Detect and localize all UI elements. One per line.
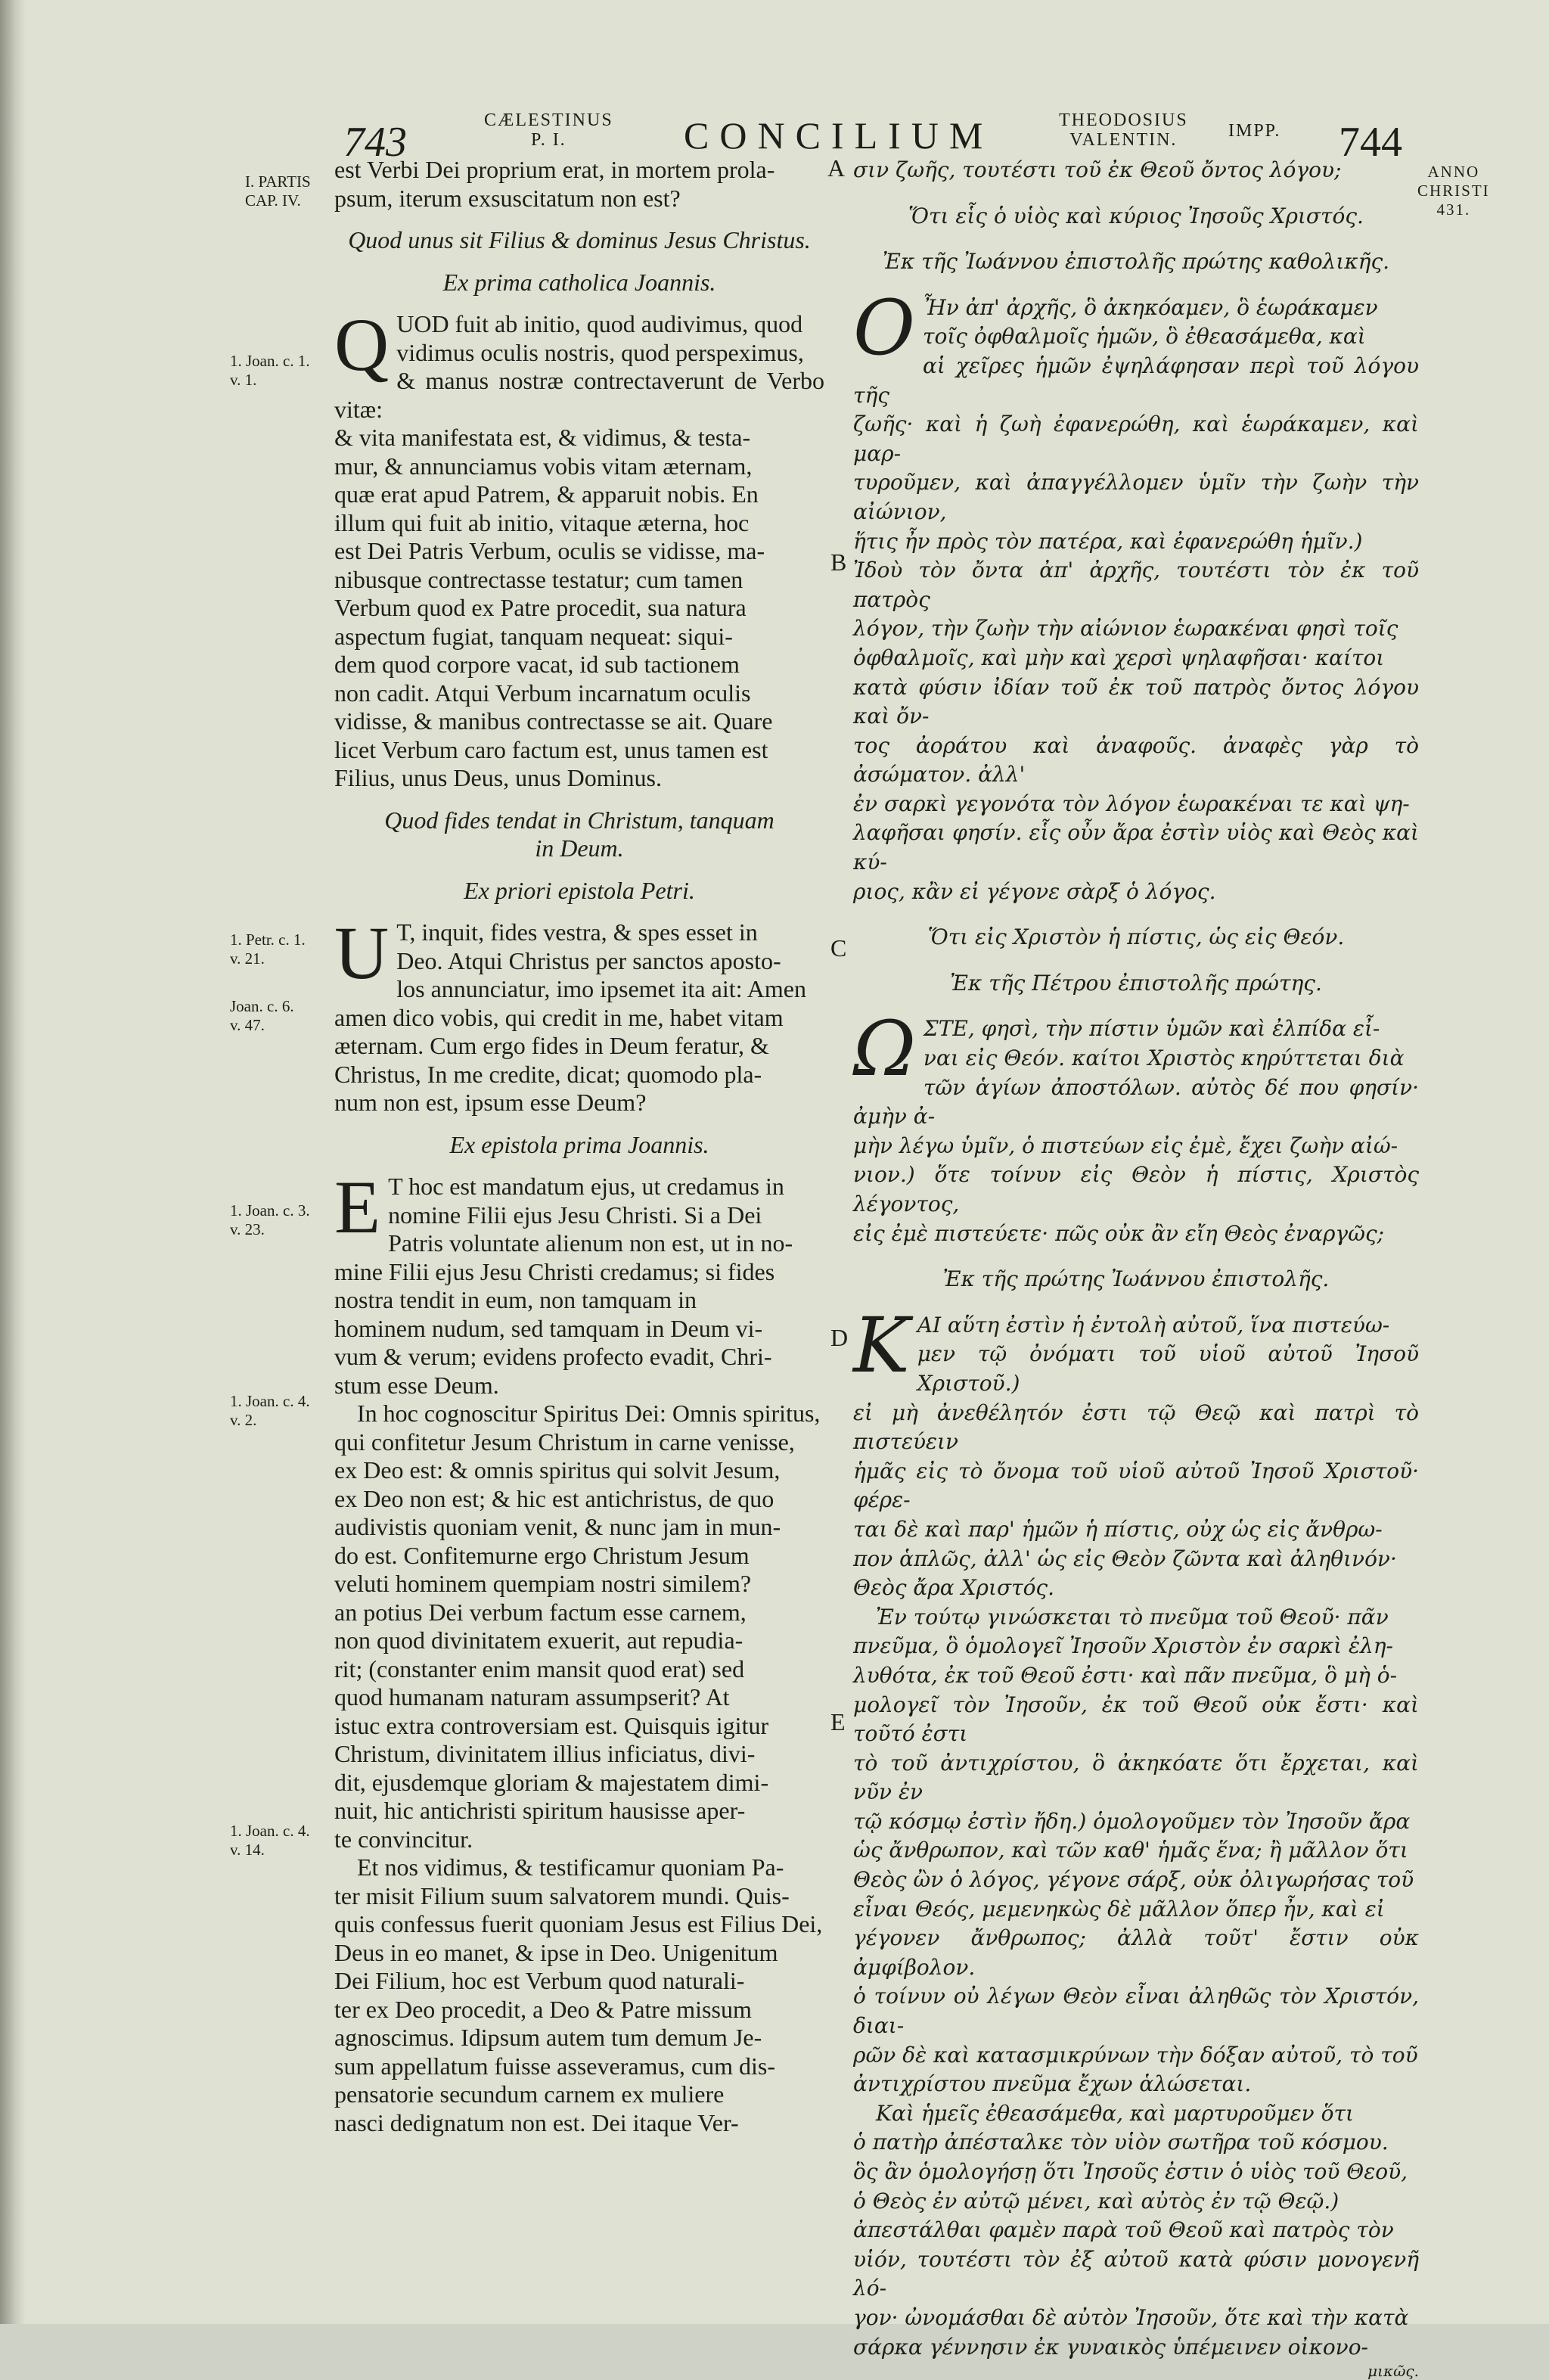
text-line: dem quod corpore vacat, id sub tactionem [334, 651, 740, 678]
text-line: Verbum quod ex Patre procedit, sua natura [334, 594, 747, 621]
text-line: ὡς ἄνθρωπον, καὶ τῶν καθ' ἡμᾶς ἕνα; ἢ μᾶλλον ὅτι [853, 1838, 1408, 1863]
text-line: num non est, ipsum esse Deum? [334, 1089, 647, 1116]
text-line: αἱ χεῖρες ἡμῶν ἐψηλάφησαν περὶ τοῦ λόγου τῆς [853, 353, 1419, 408]
book-page [26, 0, 1549, 2380]
text-line: aspectum fugiat, tanquam nequeat: siqui- [334, 622, 733, 650]
greek-column [853, 156, 1419, 2380]
text-line: & manus nostræ contrectaverunt de Verbo vitæ: [334, 367, 824, 423]
text-line: vidisse, & manibus contrectasse se ait. Quare [334, 707, 773, 735]
latin-heading-2 [334, 806, 824, 863]
text-line: Ἐν τούτῳ γινώσκεται τὸ πνεῦμα τοῦ Θεοῦ· πᾶν [876, 1604, 1389, 1630]
drop-capital: E [334, 1165, 381, 1249]
text-line: rit; (constanter enim mansit quod erat) sed [334, 1655, 745, 1682]
left-running-title: CÆLESTINUS P. I. [484, 110, 613, 150]
text-line: los annunciatur, imo ipsemet ita ait: Amen [396, 975, 806, 1002]
text-line: ριος, κἂν εἰ γέγονε σὰρξ ὁ λόγος. [853, 878, 1216, 904]
right-running-title: THEODOSIUS VALENTIN. [1059, 110, 1188, 150]
text-line: æternam. Cum ergo fides in Deum feratur, & [334, 1032, 769, 1059]
drop-capital: U [334, 911, 390, 995]
text-line: T hoc est mandatum ejus, ut credamus in [388, 1173, 784, 1200]
text-line: amen dico vobis, qui credit in me, habet vitam [334, 1003, 784, 1031]
greek-heading-1: Ὅτι εἷς ὁ υἱὸς καὶ κύριος Ἰησοῦς Χριστός. [908, 203, 1364, 228]
text-line: est Verbi Dei proprium erat, in mortem prola- [334, 156, 775, 183]
text-line: veluti hominem quempiam nostri similem? [334, 1570, 752, 1597]
text-line: ter ex Deo procedit, a Deo & Patre missum [334, 1995, 752, 2023]
greek-paragraph-3 [853, 1300, 1419, 1603]
text-line: ὃς ἂν ὁμολογήσῃ ὅτι Ἰησοῦς ἐστιν ὁ υἱὸς τοῦ Θεοῦ, [853, 2159, 1408, 2184]
text-line: Ἦν ἀπ' ἀρχῆς, ὃ ἀκηκόαμεν, ὃ ἑωράκαμεν [922, 294, 1378, 320]
text-line: σάρκα γέννησιν ἐκ γυναικὸς ὑπέμεινεν οἰκονο- [853, 2334, 1369, 2360]
text-line: λαφῆσαι φησίν. εἷς οὖν ἄρα ἐστὶν υἱὸς καὶ Θεὸς καὶ κύ- [853, 820, 1419, 875]
margin-ref-6: 1. Joan. c. 4. v. 14. [230, 1822, 310, 1859]
text-line: Deo. Atqui Christus per sanctos aposto- [396, 946, 781, 974]
text-line: εἰ μὴ ἀνεθέλητόν ἐστι τῷ Θεῷ καὶ πατρὶ τὸ πιστεύειν [853, 1400, 1419, 1455]
section-letter-d: D [830, 1324, 849, 1351]
margin-ref-3: Joan. c. 6. v. 47. [230, 997, 294, 1034]
text-line: ναι εἰς Θεόν. καίτοι Χριστὸς κηρύττεται διὰ [923, 1046, 1405, 1071]
text-line: ex Deo est: & omnis spiritus qui solvit Jesum, [334, 1456, 781, 1484]
latin-subheading-2: Ex priori epistola Petri. [464, 876, 695, 904]
text-line: τυροῦμεν, καὶ ἀπαγγέλλομεν ὑμῖν τὴν ζωὴν τὴν αἰώνιον, [853, 470, 1419, 524]
text-line: Θεὸς ἄρα Χριστός. [853, 1575, 1055, 1601]
text-line: υἱόν, τουτέστι τὸν ἐξ αὐτοῦ κατὰ φύσιν μονογενῆ λό- [853, 2246, 1419, 2301]
text-line: te convincitur. [334, 1825, 473, 1853]
text-line: ἥτις ἦν πρὸς τὸν πατέρα, καὶ ἐφανερώθη ἡμῖν.) [853, 528, 1363, 554]
text-line: non cadit. Atqui Verbum incarnatum oculis [334, 679, 751, 707]
text-line: κατὰ φύσιν ἰδίαν τοῦ ἐκ τοῦ πατρὸς ὄντος λόγου καὶ ὄν- [853, 674, 1419, 729]
margin-ref-1: 1. Joan. c. 1. v. 1. [230, 352, 310, 389]
drop-capital: Ω [853, 1005, 916, 1094]
text-line: ΑΙ αὕτη ἐστὶν ἡ ἐντολὴ αὐτοῦ, ἵνα πιστεύω- [917, 1312, 1390, 1338]
greek-paragraph-5 [853, 2099, 1419, 2362]
text-line: Καὶ ἡμεῖς ἐθεασάμεθα, καὶ μαρτυροῦμεν ὅτι [876, 2100, 1354, 2126]
text-line: Christus, In me credite, dicat; quomodo pla- [334, 1060, 762, 1088]
left-page-number: 743 [343, 119, 407, 166]
anno-christi-label: ANNO CHRISTI 431. [1417, 163, 1490, 219]
text-line: μὴν λέγω ὑμῖν, ὁ πιστεύων εἰς ἐμὲ, ἔχει ζωὴν αἰώ- [853, 1133, 1398, 1158]
text-line: licet Verbum caro factum est, unus tamen est [334, 735, 768, 763]
text-line: Patris voluntate alienum non est, ut in no- [388, 1229, 793, 1257]
drop-capital: Κ [853, 1300, 910, 1390]
text-line: τῶν ἁγίων ἀποστόλων. αὐτὸς δέ που φησίν· ἀμὴν ἀ- [853, 1074, 1419, 1129]
text-line: nuit, hic antichristi spiritum hausisse aper- [334, 1797, 746, 1824]
text-line: λόγον, τὴν ζωὴν τὴν αἰώνιον ἑωρακέναι φησὶ τοῖς [853, 616, 1398, 642]
greek-paragraph-4 [853, 1603, 1419, 2099]
right-label: IMPP. [1228, 121, 1281, 141]
text-line: ὁ Θεὸς ἐν αὐτῷ μένει, καὶ αὐτὸς ἐν τῷ Θεῷ.) [853, 2188, 1339, 2214]
text-line: πνεῦμα, ὃ ὁμολογεῖ Ἰησοῦν Χριστὸν ἐν σαρκὶ ἐλη- [853, 1633, 1393, 1659]
text-line: nomine Filii ejus Jesu Christi. Si a Dei [388, 1201, 762, 1229]
text-line: stum esse Deum. [334, 1371, 499, 1399]
margin-ref-2: 1. Petr. c. 1. v. 21. [230, 931, 306, 968]
latin-intro [334, 156, 824, 213]
catchword: μικῶς. [1367, 2362, 1419, 2380]
text-line: mine Filii ejus Jesu Christi credamus; si fides [334, 1257, 775, 1285]
text-line: Quod fides tendat in Christum, tanquam [384, 806, 774, 834]
text-line: agnoscimus. Idipsum autem tum demum Je- [334, 2024, 762, 2051]
greek-heading-3: Ἐκ τῆς πρώτης Ἰωάννου ἐπιστολῆς. [942, 1266, 1330, 1292]
margin-ref-5: 1. Joan. c. 4. v. 2. [230, 1392, 310, 1429]
text-line: nostra tendit in eum, non tamquam in [334, 1286, 697, 1313]
text-line: ter misit Filium suum salvatorem mundi. Quis- [334, 1881, 790, 1909]
text-line: μεν τῷ ὀνόματι τοῦ υἱοῦ αὐτοῦ Ἰησοῦ Χριστοῦ.) [917, 1341, 1419, 1396]
latin-paragraph-4 [334, 1400, 824, 1853]
text-line: quod humanam naturam assumpserit? At [334, 1683, 730, 1710]
text-line: τῷ κόσμῳ ἐστὶν ἤδη.) ὁμολογοῦμεν τὸν Ἰησοῦν ἄρα [853, 1808, 1411, 1834]
text-line: ΣΤΕ, φησὶ, τὴν πίστιν ὑμῶν καὶ ἐλπίδα εἶ- [923, 1016, 1380, 1042]
text-line: Deus in eo manet, & ipse in Deo. Unigenitum [334, 1938, 778, 1966]
text-line: T, inquit, fides vestra, & spes esset in [396, 918, 758, 946]
greek-subheading-2: Ἐκ τῆς Πέτρου ἐπιστολῆς πρώτης. [950, 970, 1322, 996]
text-line: ὁ τοίνυν οὐ λέγων Θεὸν εἶναι ἀληθῶς τὸν Χριστόν, διαι- [853, 1984, 1419, 2039]
text-line: hominem nudum, sed tamquam in Deum vi- [334, 1314, 763, 1342]
text-line: εἰς ἐμὲ πιστεύετε· πῶς οὐκ ἂν εἴη Θεὸς ἐναργῶς; [853, 1220, 1385, 1246]
text-line: νιον.) ὅτε τοίνυν εἰς Θεὸν ἡ πίστις, Χριστὸς λέγοντος, [853, 1162, 1419, 1216]
text-line: UOD fuit ab initio, quod audivimus, quod [396, 310, 803, 337]
margin-ref-4: 1. Joan. c. 3. v. 23. [230, 1201, 310, 1238]
text-line: vidimus oculis nostris, quod perspeximus, [396, 338, 804, 366]
text-line: ἐν σαρκὶ γεγονότα τὸν λόγον ἑωρακέναι τε καὶ ψη- [853, 791, 1410, 816]
text-line: λυθότα, ἐκ τοῦ Θεοῦ ἐστι· καὶ πᾶν πνεῦμα, ὃ μὴ ὁ- [853, 1662, 1398, 1688]
text-line: ἡμᾶς εἰς τὸ ὄνομα τοῦ υἱοῦ αὐτοῦ Ἰησοῦ Χριστοῦ· φέρε- [853, 1458, 1419, 1513]
section-letter-e: E [830, 1708, 846, 1735]
latin-subheading-1: Ex prima catholica Joannis. [442, 268, 716, 296]
text-line: ται δὲ καὶ παρ' ἡμῶν ἡ πίστις, οὐχ ὡς εἰς ἄνθρω- [853, 1516, 1383, 1542]
text-line: illum qui fuit ab initio, vitaque æterna, hoc [334, 508, 750, 536]
text-line: & vita manifestata est, & vidimus, & testa- [334, 424, 751, 451]
part-chapter-note: I. PARTIS CAP. IV. [245, 172, 311, 210]
text-line: τος ἀοράτου καὶ ἀναφοῦς. ἀναφὲς γὰρ τὸ ἀσώματον. ἀλλ' [853, 732, 1419, 788]
text-line: ὀφθαλμοῖς, καὶ μὴν καὶ χερσὶ ψηλαφῆσαι· καίτοι [853, 645, 1385, 670]
section-letter-b: B [830, 548, 847, 576]
text-line: an potius Dei verbum factum esse carnem, [334, 1598, 747, 1626]
text-line: Et nos vidimus, & testificamur quoniam Pa- [357, 1853, 784, 1881]
text-line: do est. Confitemurne ergo Christum Jesum [334, 1541, 750, 1569]
text-line: ἀντιχρίστου πνεῦμα ἔχων ἁλώσεται. [853, 2071, 1252, 2097]
text-line: istuc extra controversiam est. Quisquis igitur [334, 1711, 769, 1739]
text-line: ζωῆς· καὶ ἡ ζωὴ ἐφανερώθη, καὶ ἑωράκαμεν, καὶ μαρ- [853, 412, 1419, 466]
text-line: πον ἁπλῶς, ἀλλ' ὡς εἰς Θεὸν ζῶντα καὶ ἀληθινόν· [853, 1546, 1397, 1571]
text-line: Christum, divinitatem illius inficiatus, divi- [334, 1740, 756, 1767]
text-line: quis confessus fuerit quoniam Jesus est Filius Dei, [334, 1910, 823, 1937]
text-line: mur, & annunciamus vobis vitam æternam, [334, 452, 753, 480]
text-line: εἶναι Θεός, μεμενηκὼς δὲ μᾶλλον ὅπερ ἦν, καὶ εἰ [853, 1896, 1385, 1922]
latin-paragraph-1 [334, 303, 824, 793]
text-line: τοῖς ὀφθαλμοῖς ἡμῶν, ὃ ἐθεασάμεθα, καὶ [922, 324, 1366, 350]
right-page-number: 744 [1339, 119, 1402, 166]
text-line: audivistis quoniam venit, & nunc jam in mun- [334, 1513, 781, 1540]
text-line: τὸ τοῦ ἀντιχρίστου, ὃ ἀκηκόατε ὅτι ἔρχεται, καὶ νῦν ἐν [853, 1750, 1419, 1805]
text-line: ex Deo non est; & hic est antichristus, de quo [334, 1484, 774, 1512]
text-line: γον· ὠνομάσθαι δὲ αὐτὸν Ἰησοῦν, ὅτε καὶ τὴν κατὰ [853, 2304, 1409, 2330]
text-line: qui confitetur Jesum Christum in carne venisse, [334, 1428, 795, 1456]
greek-subheading-1: Ἐκ τῆς Ἰωάννου ἐπιστολῆς πρώτης καθολικῆς. [882, 249, 1390, 275]
text-line: vum & verum; evidens profecto evadit, Chri- [334, 1343, 772, 1370]
text-line: μολογεῖ τὸν Ἰησοῦν, ἐκ τοῦ Θεοῦ οὐκ ἔστι· καὶ τοῦτό ἐστι [853, 1692, 1419, 1747]
text-line: quæ erat apud Patrem, & apparuit nobis. En [334, 480, 759, 508]
text-line: dit, ejusdemque gloriam & majestatem dimi- [334, 1768, 769, 1796]
latin-paragraph-3 [334, 1165, 824, 1400]
text-line: Filius, unus Deus, unus Dominus. [334, 764, 662, 791]
latin-paragraph-5 [334, 1853, 824, 2137]
latin-heading-3: Ex epistola prima Joannis. [449, 1130, 709, 1158]
greek-paragraph-1 [853, 283, 1419, 906]
center-title: CONCILIUM [684, 114, 994, 157]
text-line: Ἰδοὺ τὸν ὄντα ἀπ' ἀρχῆς, τουτέστι τὸν ἐκ τοῦ πατρὸς [853, 558, 1419, 612]
section-letter-c: C [830, 934, 847, 962]
text-line: ἀπεστάλθαι φαμὲν παρὰ τοῦ Θεοῦ καὶ πατρὸς τὸν [853, 2217, 1394, 2243]
text-line: ὁ πατὴρ ἀπέσταλκε τὸν υἱὸν σωτῆρα τοῦ κόσμου. [853, 2130, 1389, 2155]
section-letter-a: A [827, 154, 846, 182]
text-line: est Dei Patris Verbum, oculis se vidisse, ma- [334, 537, 765, 564]
text-line: in Deum. [535, 834, 624, 862]
text-line: sum appellatum fuisse asseveramus, cum dis- [334, 2052, 775, 2080]
latin-paragraph-2 [334, 911, 824, 1117]
latin-heading-1: Quod unus sit Filius & dominus Jesus Christus. [348, 226, 811, 253]
text-line: Dei Filium, hoc est Verbum quod naturali- [334, 1967, 745, 1994]
text-line: γέγονεν ἄνθρωπος; ἀλλὰ τοῦτ' ἔστιν οὐκ ἀμφίβολον. [853, 1925, 1419, 1980]
drop-capital: Q [334, 303, 390, 387]
text-line: psum, iterum exsuscitatum non est? [334, 184, 681, 212]
text-line: ρῶν δὲ καὶ κατασμικρύνων τὴν δόξαν αὐτοῦ, τὸ τοῦ [853, 2042, 1418, 2068]
text-line: In hoc cognoscitur Spiritus Dei: Omnis spiritus, [357, 1400, 821, 1427]
text-line: pensatorie secundum carnem ex muliere [334, 2080, 725, 2108]
text-line: non quod divinitatem exuerit, aut repudia- [334, 1627, 743, 1654]
book-spine [0, 0, 26, 2324]
text-line: Θεὸς ὢν ὁ λόγος, γέγονε σάρξ, οὐκ ὀλιγωρήσας τοῦ [853, 1867, 1414, 1893]
greek-paragraph-2 [853, 1005, 1419, 1248]
text-line: nibusque contrectasse testatur; cum tamen [334, 565, 743, 593]
greek-intro: σιν ζωῆς, τουτέστι τοῦ ἐκ Θεοῦ ὄντος λόγου; [853, 157, 1342, 182]
text-line: nasci dedignatum non est. Dei itaque Ver- [334, 2108, 739, 2136]
greek-heading-2: Ὅτι εἰς Χριστὸν ἡ πίστις, ὡς εἰς Θεόν. [927, 924, 1345, 950]
latin-column [334, 156, 824, 2137]
drop-capital: Ο [853, 283, 915, 372]
